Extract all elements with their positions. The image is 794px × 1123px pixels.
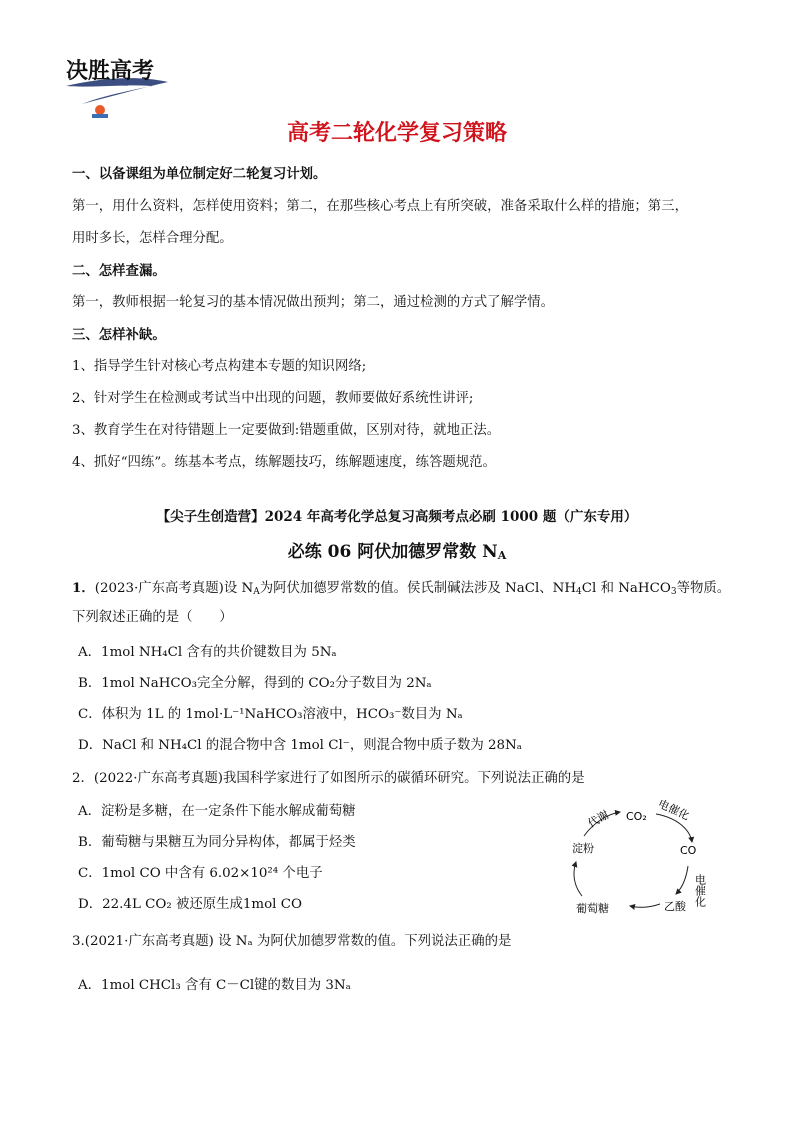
series-title: 【尖子生创造营】2024 年高考化学总复习高频考点必刷 1000 题（广东专用） [156,509,638,525]
page-title: 高考二轮化学复习策略 [286,121,507,146]
heading-check: 二、怎样查漏。 [72,263,166,279]
node-co: CO [680,844,697,857]
paragraph-check: 第一，教师根据一轮复习的基本情况做出预判；第二，通过检测的方式了解学情。 [72,295,555,310]
list-item: 4、抓好“四练”。练基本考点，练解题技巧，练解题速度，练答题规范。 [72,455,496,470]
heading-plan: 一、以备课组为单位制定好二轮复习计划。 [72,166,327,182]
question-1-option-d: D．NaCl 和 NH₄Cl 的混合物中含 1mol Cl⁻，则混合物中质子数为 28Nₐ [78,738,522,753]
logo [62,52,172,124]
paragraph-plan-line1: 第一，用什么资料，怎样使用资料；第二，在那些核心考点上有所突破，准备采取什么样的措施；第三， [72,199,688,214]
node-starch: 淀粉 [572,842,594,855]
label-electrocatalysis-1: 电催化 [656,800,692,823]
question-1-option-b: B．1mol NaHCO₃完全分解，得到的 CO₂分子数目为 2Nₐ [78,676,432,691]
question-2-option-b: B．葡萄糖与果糖互为同分异构体，都属于烃类 [78,835,356,850]
question-2-option-a: A．淀粉是多糖，在一定条件下能水解成葡萄糖 [78,804,356,819]
node-glucose: 葡萄糖 [576,902,609,915]
list-item: 1、指导学生针对核心考点构建本专题的知识网络; [72,359,367,374]
heading-fill: 三、怎样补缺。 [72,327,166,343]
question-2-option-d: D．22.4L CO₂ 被还原生成1mol CO [78,897,302,912]
label-metabolism: 代谢 [585,808,612,831]
logo-text: 决胜高考 [66,59,155,84]
carbon-cycle-diagram [560,800,720,920]
question-2-option-c: C．1mol CO 中含有 6.02×10²⁴ 个电子 [78,866,323,881]
list-item: 2、针对学生在检测或考试当中出现的问题，教师要做好系统性讲评; [72,391,474,406]
label-electrocatalysis-2: 电催化 [693,874,707,907]
question-3-option-a: A．1mol CHCl₃ 含有 C－Cl键的数目为 3Nₐ [78,978,351,993]
list-item: 3、教育学生在对待错题上一定要做到:错题重做，区别对待，就地正法。 [72,423,501,438]
question-2-stem: 2．(2022·广东高考真题)我国科学家进行了如图所示的碳循环研究。下列说法正确的是 [72,771,585,786]
practice-title: 必练 06 阿伏加德罗常数 NA [287,542,507,562]
question-3-stem: 3.(2021·广东高考真题) 设 Nₐ 为阿伏加德罗常数的值。下列说法正确的是 [72,934,512,949]
node-acetic-acid: 乙酸 [664,900,686,913]
question-1-stem: 1．(2023·广东高考真题)设 $N_A$为阿伏加德罗常数的值。侯氏制碱法涉及 NaCl、$NH_4Cl$ 和 NaHCO$_3$等物质。 [72,580,731,597]
question-1-stem2: 下列叙述正确的是（ ） [72,610,233,625]
paragraph-plan-line2: 用时多长，怎样合理分配。 [72,231,233,246]
node-co2: CO₂ [626,810,647,823]
question-1-option-c: C．体积为 1L 的 1mol·L⁻¹NaHCO₃溶液中，HCO₃⁻数目为 Nₐ [78,707,463,722]
question-1-option-a: A．1mol NH₄Cl 含有的共价键数目为 5Nₐ [78,645,337,660]
